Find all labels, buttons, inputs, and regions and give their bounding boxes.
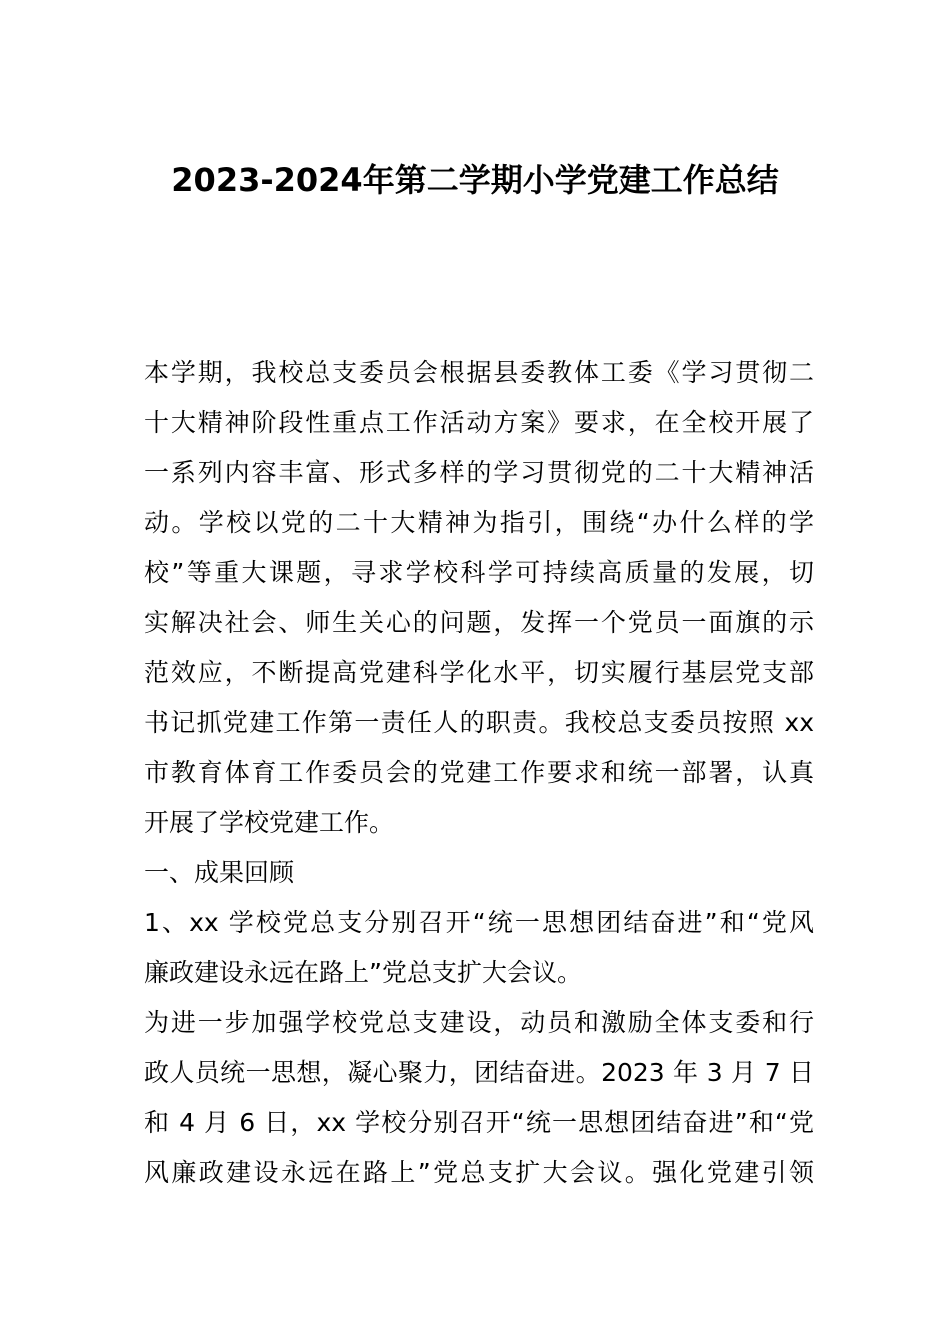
paragraph-line: 廉政建设永远在路上”党总支扩大会议。	[144, 958, 582, 987]
document-title: 2023-2024年第二学期小学党建工作总结	[171, 161, 779, 199]
paragraph-line: 市教育体育工作委员会的党建工作要求和统一部署，认真	[144, 758, 814, 787]
paragraph-line: 开展了学校党建工作。	[144, 808, 395, 837]
paragraph-line: 政人员统一思想，凝心聚力，团结奋进。2023 年 3 月 7 日	[144, 1058, 814, 1087]
paragraph-line: 一、成果回顾	[144, 858, 295, 887]
paragraph-line: 书记抓党建工作第一责任人的职责。我校总支委员按照 xx	[144, 708, 814, 737]
document-body	[144, 348, 814, 1198]
paragraph-line: 和 4 月 6 日，xx 学校分别召开“统一思想团结奋进”和“党	[144, 1108, 814, 1137]
paragraph-line: 一系列内容丰富、形式多样的学习贯彻党的二十大精神活	[144, 458, 814, 487]
paragraph-line: 十大精神阶段性重点工作活动方案》要求，在全校开展了	[144, 408, 814, 437]
paragraph-line: 校”等重大课题，寻求学校科学可持续高质量的发展，切	[144, 558, 814, 587]
paragraph-line: 本学期，我校总支委员会根据县委教体工委《学习贯彻二	[144, 358, 814, 387]
paragraph-line: 实解决社会、师生关心的问题，发挥一个党员一面旗的示	[144, 608, 814, 637]
paragraph-line: 1、xx 学校党总支分别召开“统一思想团结奋进”和“党风	[144, 908, 814, 937]
paragraph-line: 动。学校以党的二十大精神为指引，围绕“办什么样的学	[144, 508, 814, 537]
paragraph-line: 为进一步加强学校党总支建设，动员和激励全体支委和行	[144, 1008, 814, 1037]
paragraph-line: 范效应，不断提高党建科学化水平，切实履行基层党支部	[144, 658, 814, 687]
paragraph-line: 风廉政建设永远在路上”党总支扩大会议。强化党建引领	[144, 1158, 814, 1187]
